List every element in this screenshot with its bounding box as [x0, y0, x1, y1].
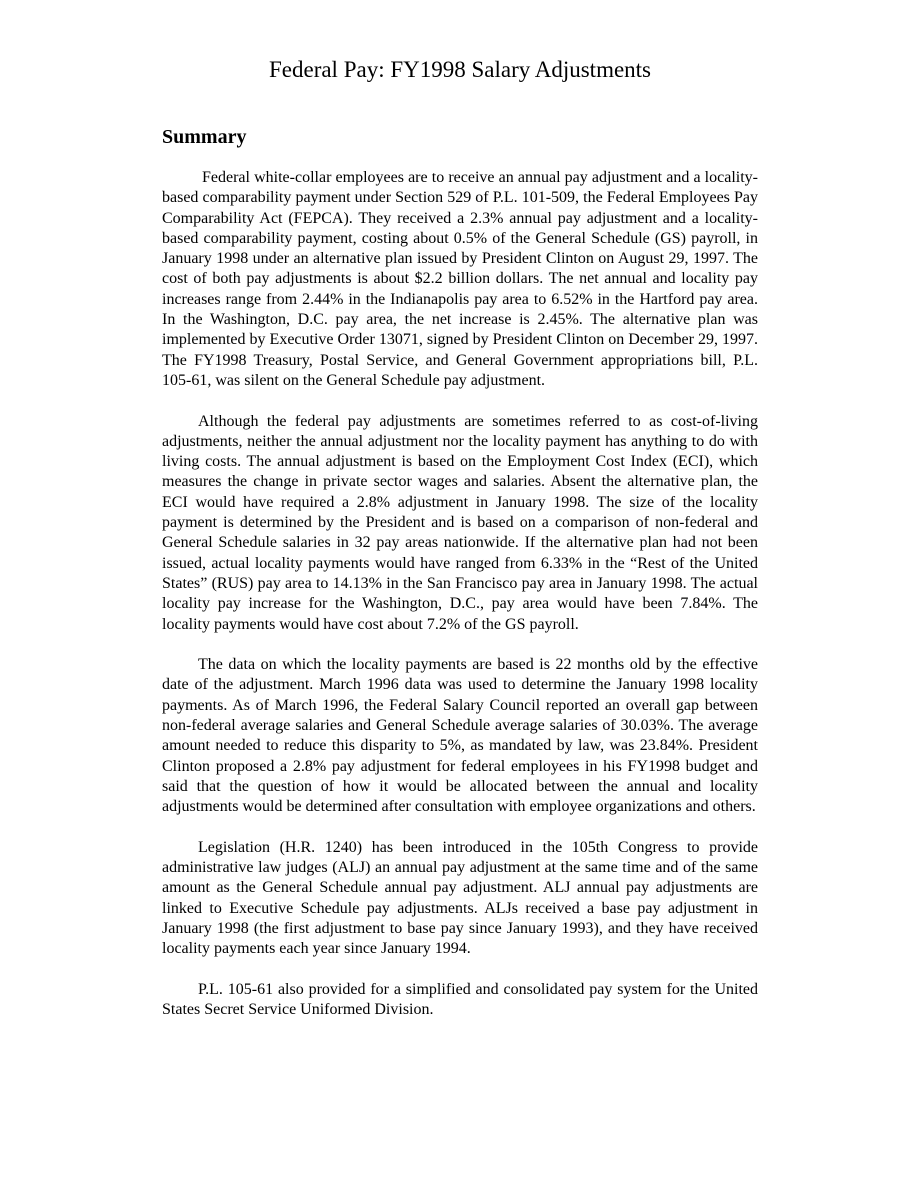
- paragraph-3: The data on which the locality payments are based is 22 months old by the effective date of the adjustment. March 1996 data was used to determine the January 1998 locality payments. As of March 1996, the Federal Salary Council reported an overall gap between non-federal average salaries and General Schedule average salaries of 30.03%. The average amount needed to reduce this disparity to 5%, as mandated by law, was 23.84%. President Clinton proposed a 2.8% pay adjustment for federal employees in his FY1998 budget and said that the question of how it would be allocated between the annual and locality adjustments would be determined after consultation with employee organizations and others.: [162, 656, 758, 816]
- paragraph-2: Although the federal pay adjustments are sometimes referred to as cost-of-living adjustments, neither the annual adjustment nor the locality payment has anything to do with living costs. The annual adjustment is based on the Employment Cost Index (ECI), which measures the change in private sector wages and salaries. Absent the alternative plan, the ECI would have required a 2.8% adjustment in January 1998. The size of the locality payment is determined by the President and is based on a comparison of non-federal and General Schedule salaries in 32 pay areas nationwide. If the alternative plan had not been issued, actual locality payments would have ranged from 6.33% in the “Rest of the United States” (RUS) pay area to 14.13% in the San Francisco pay area in January 1998. The actual locality pay increase for the Washington, D.C., pay area would have been 7.84%. The locality payments would have cost about 7.2% of the GS payroll.: [162, 412, 758, 633]
- paragraph-4: Legislation (H.R. 1240) has been introduced in the 105th Congress to provide administrative law judges (ALJ) an annual pay adjustment at the same time and of the same amount as the General Schedule annual pay adjustment. ALJ annual pay adjustments are linked to Executive Schedule pay adjustments. ALJs received a base pay adjustment in January 1998 (the first adjustment to base pay since January 1993), and they have received locality payments each year since January 1994.: [162, 838, 758, 958]
- summary-body: [162, 168, 758, 1041]
- paragraph-5: P.L. 105-61 also provided for a simplified and consolidated pay system for the United States Secret Service Uniformed Division.: [162, 980, 758, 1019]
- page-title: Federal Pay: FY1998 Salary Adjustments: [268, 57, 652, 82]
- paragraph-1: Federal white-collar employees are to receive an annual pay adjustment and a locality-based comparability payment under Section 529 of P.L. 101-509, the Federal Employees Pay Comparability Act (FEPCA). They received a 2.3% annual pay adjustment and a locality-based comparability payment, costing about 0.5% of the General Schedule (GS) payroll, in January 1998 under an alternative plan issued by President Clinton on August 29, 1997. The cost of both pay adjustments is about $2.2 billion dollars. The net annual and locality pay increases range from 2.44% in the Indianapolis pay area to 6.52% in the Hartford pay area. In the Washington, D.C. pay area, the net increase is 2.45%. The alternative plan was implemented by Executive Order 13071, signed by President Clinton on December 29, 1997. The FY1998 Treasury, Postal Service, and General Government appropriations bill, P.L. 105-61, was silent on the General Schedule pay adjustment.: [162, 169, 758, 389]
- section-heading-summary: Summary: [162, 126, 247, 148]
